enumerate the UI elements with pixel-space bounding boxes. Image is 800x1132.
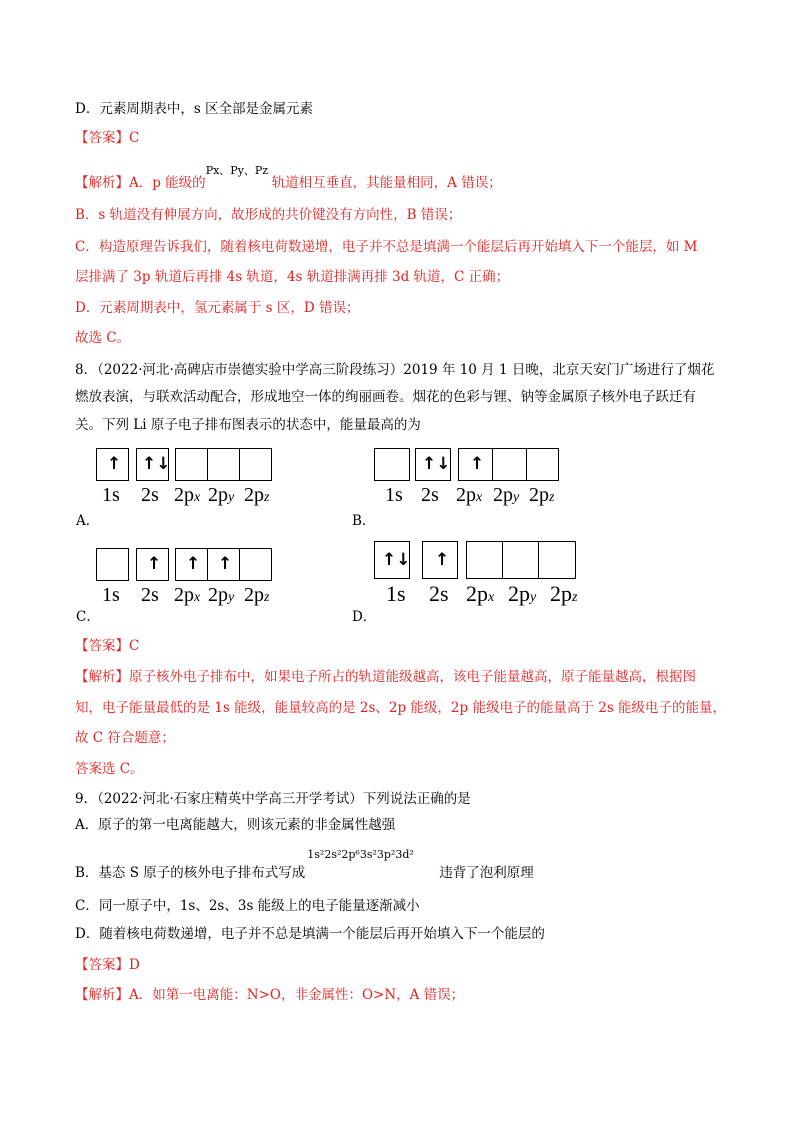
orbital-box-2py bbox=[502, 541, 540, 579]
orbital-box-1s bbox=[96, 448, 129, 481]
electron-up-arrow: ↑ bbox=[470, 454, 485, 474]
q7-option-d: D．元素周期表中，s 区全部是金属元素 bbox=[75, 101, 314, 117]
orbital-box-2s bbox=[415, 448, 451, 481]
option-b-prefix: B．基态 S 原子的核外电子排布式写成 bbox=[75, 865, 306, 881]
label-2py: 2py bbox=[208, 584, 235, 606]
orbital-box-2pz bbox=[538, 541, 576, 579]
orbital-box-2px bbox=[175, 448, 209, 481]
label-2s: 2s bbox=[141, 584, 159, 606]
answer-value: C bbox=[129, 130, 140, 146]
q8-stem-line2: 燃放表演，与联欢活动配合，形成地空一体的绚丽画卷。烟花的色彩与锂、钠等金属原子核外电子跃迁有 bbox=[75, 389, 696, 405]
orbital-box-1s bbox=[96, 548, 129, 581]
electron-up-arrow: ↑ bbox=[218, 554, 233, 574]
orbital-box-2py bbox=[207, 448, 241, 481]
q8-analysis-line1 bbox=[75, 667, 696, 687]
analysis-tag: 【解析】 bbox=[75, 175, 129, 191]
orbital-box-1s bbox=[374, 448, 410, 481]
label-1s: 1s bbox=[102, 584, 120, 606]
q9-option-d: D．随着核电荷数递增，电子并不总是填满一个能层后再开始填入下一个能层的 bbox=[75, 926, 545, 942]
orbital-box-2s bbox=[136, 548, 169, 581]
option-b-suffix: 违背了泡利原理 bbox=[439, 865, 534, 881]
analysis-a-suffix: 轨道相互垂直，其能量相同，A 错误； bbox=[271, 175, 502, 191]
q8-conclusion: 答案选 C。 bbox=[75, 761, 144, 777]
label-2pz: 2pz bbox=[550, 581, 578, 606]
option-label-d: D． bbox=[352, 609, 377, 625]
orbital-box-2py bbox=[492, 448, 528, 481]
q7-conclusion: 故选 C。 bbox=[75, 330, 131, 346]
label-1s: 1s bbox=[386, 581, 406, 606]
p-orbitals-formula: Px、Py、Pz bbox=[205, 164, 269, 177]
orbital-box-2pz bbox=[526, 448, 559, 481]
label-2s: 2s bbox=[421, 484, 439, 506]
label-2py: 2py bbox=[493, 484, 520, 506]
q9-option-b bbox=[75, 848, 534, 883]
label-2pz: 2pz bbox=[244, 484, 270, 506]
electron-up-arrow: ↑ bbox=[186, 554, 201, 574]
q7-analysis-b: B．s 轨道没有伸展方向，故形成的共价键没有方向性，B 错误； bbox=[75, 207, 462, 223]
electron-up-arrow: ↑ bbox=[435, 550, 450, 570]
label-2px: 2px bbox=[174, 584, 201, 606]
orbital-box-2pz bbox=[239, 448, 272, 481]
q7-analysis-a bbox=[75, 164, 502, 193]
label-2s: 2s bbox=[141, 484, 159, 506]
orbital-box-2px bbox=[175, 548, 209, 581]
label-2py: 2py bbox=[508, 581, 537, 606]
label-2pz: 2pz bbox=[244, 584, 270, 606]
label-2px: 2px bbox=[174, 484, 201, 506]
orbital-box-2px bbox=[466, 541, 504, 579]
analysis-text: A．如第一电离能：N>O，非金属性：O>N，A 错误； bbox=[129, 987, 465, 1003]
orbital-box-2py bbox=[207, 548, 241, 581]
q7-analysis-c1: C．构造原理告诉我们，随着核电荷数递增，电子并不总是填满一个能层后再开始填入下一个能层，如 M bbox=[75, 239, 698, 255]
answer-tag: 【答案】 bbox=[75, 957, 129, 973]
electron-pair-arrows: ↑↓ bbox=[142, 454, 171, 474]
electron-up-arrow: ↑ bbox=[107, 454, 122, 474]
q8-answer bbox=[75, 636, 139, 656]
analysis-a-prefix: A．p 能级的 bbox=[129, 175, 206, 191]
analysis-text: 原子核外电子排布中，如果电子所占的轨道能级越高，该电子能量越高，原子能量越高，根据图 bbox=[129, 669, 696, 685]
label-2py: 2py bbox=[208, 484, 235, 506]
orbital-box-2pz bbox=[239, 548, 272, 581]
answer-value: C bbox=[129, 638, 140, 654]
q8-stem-line3: 关。下列 Li 原子电子排布图表示的状态中，能量最高的为 bbox=[75, 417, 421, 433]
electron-pair-arrows: ↑↓ bbox=[422, 454, 451, 474]
label-2pz: 2pz bbox=[529, 484, 555, 506]
q9-option-a: A．原子的第一电离能越大，则该元素的非金属性越强 bbox=[75, 817, 396, 833]
analysis-tag: 【解析】 bbox=[75, 669, 129, 685]
option-label-a: A． bbox=[76, 513, 100, 529]
q8-analysis-line2: 知，电子能量最低的是 1s 能级，能量较高的是 2s、2p 能级，2p 能级电子的能量高于 2s 能级电子的能量， bbox=[75, 700, 727, 716]
orbital-box-2px bbox=[458, 448, 494, 481]
q9-option-c: C．同一原子中，1s、2s、3s 能级上的电子能量逐渐减小 bbox=[75, 898, 420, 914]
orbital-box-2s bbox=[136, 448, 169, 481]
option-label-b: B． bbox=[352, 513, 376, 529]
label-1s: 1s bbox=[102, 484, 120, 506]
q8-analysis-line3: 故 C 符合题意； bbox=[75, 730, 175, 746]
answer-tag: 【答案】 bbox=[75, 638, 129, 654]
q9-analysis-line1 bbox=[75, 985, 464, 1005]
label-2px: 2px bbox=[456, 484, 483, 506]
q7-analysis-d: D．元素周期表中，氢元素属于 s 区，D 错误； bbox=[75, 300, 360, 316]
q7-answer bbox=[75, 128, 139, 148]
orbital-box-1s bbox=[374, 541, 410, 579]
q8-stem-line1: 8．（2022·河北·高碑店市崇德实验中学高三阶段练习）2019 年 10 月 1 日晚，北京天安门广场进行了烟花 bbox=[75, 362, 715, 378]
answer-value: D bbox=[129, 957, 140, 973]
option-label-c: C． bbox=[76, 609, 100, 625]
s-electron-configuration: 1s²2s²2p⁶3s²3p²3d² bbox=[307, 848, 414, 861]
q7-analysis-c2: 层排满了 3p 轨道后再排 4s 轨道，4s 轨道排满再排 3d 轨道，C 正确； bbox=[75, 269, 510, 285]
label-1s: 1s bbox=[385, 484, 403, 506]
label-2px: 2px bbox=[466, 581, 495, 606]
q9-answer bbox=[75, 955, 140, 975]
answer-tag: 【答案】 bbox=[75, 130, 129, 146]
label-2s: 2s bbox=[429, 581, 449, 606]
analysis-tag: 【解析】 bbox=[75, 987, 129, 1003]
orbital-box-2s bbox=[422, 541, 458, 579]
q9-stem: 9．（2022·河北·石家庄精英中学高三开学考试）下列说法正确的是 bbox=[75, 791, 471, 807]
electron-up-arrow: ↑ bbox=[147, 554, 162, 574]
electron-pair-arrows: ↑↓ bbox=[382, 550, 411, 570]
